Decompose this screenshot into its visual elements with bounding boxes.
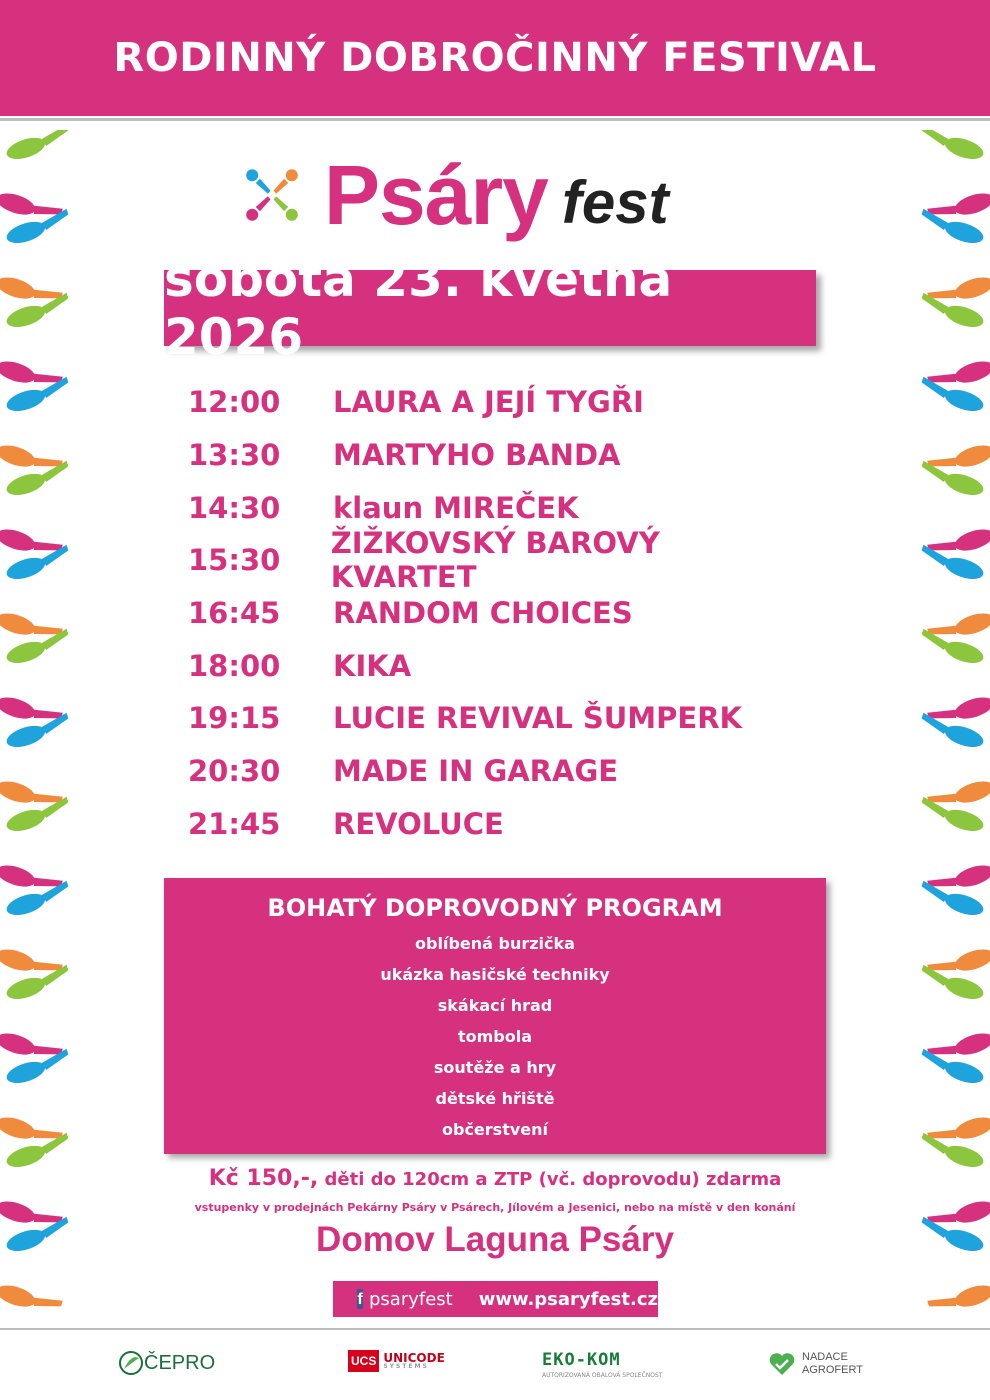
cepro-name: ČEPRO xyxy=(144,1351,216,1374)
price-amount: Kč 150,-, xyxy=(208,1166,319,1191)
border-figure xyxy=(920,377,986,415)
border-figure xyxy=(920,1049,986,1087)
price-note: děti do 120cm a ZTP (vč. doprovodu) zdarma xyxy=(324,1169,782,1190)
bottom-divider xyxy=(0,1328,990,1330)
program-item: občerstvení xyxy=(442,1120,548,1139)
logo-name: Psáry xyxy=(324,148,548,242)
schedule-row xyxy=(188,429,808,482)
schedule-act: klaun MIREČEK xyxy=(333,490,579,525)
program-item: ukázka hasičské techniky xyxy=(380,965,610,984)
schedule-time: 15:30 xyxy=(188,543,281,578)
border-figure xyxy=(920,293,986,331)
event-date-badge xyxy=(164,250,816,366)
top-divider xyxy=(0,118,990,121)
program-item: dětské hřiště xyxy=(435,1089,555,1108)
social-links xyxy=(333,1281,658,1317)
side-program-box xyxy=(164,878,826,1154)
border-figure xyxy=(4,130,70,163)
price-info xyxy=(0,1166,990,1191)
border-figure xyxy=(920,797,986,835)
schedule-row xyxy=(188,526,808,595)
program-title: BOHATÝ DOPROVODNÝ PROGRAM xyxy=(267,894,723,922)
left-decorative-border xyxy=(0,130,70,1320)
border-figure xyxy=(920,130,986,163)
schedule-act: MADE IN GARAGE xyxy=(333,754,619,789)
schedule-row xyxy=(188,745,808,798)
program-item: skákací hrad xyxy=(437,996,553,1015)
program-item: soutěže a hry xyxy=(433,1058,557,1077)
program-list xyxy=(164,928,826,1145)
border-figure xyxy=(920,881,986,919)
border-figure xyxy=(4,797,70,835)
nadace-line2: AGROFERT xyxy=(802,1364,863,1376)
border-figure xyxy=(0,1280,63,1318)
facebook-icon: f xyxy=(357,1291,363,1308)
border-figure xyxy=(4,881,70,919)
psaryfest-logo xyxy=(232,140,669,250)
schedule-act: MARTYHO BANDA xyxy=(333,438,621,473)
sponsor-logos xyxy=(0,1340,990,1390)
schedule-row xyxy=(188,692,808,745)
schedule-time: 14:30 xyxy=(188,490,281,525)
border-figure xyxy=(920,965,986,1003)
schedule-time: 20:30 xyxy=(188,754,281,789)
border-figure xyxy=(4,293,70,331)
ticket-info: vstupenky v prodejnách Pekárny Psáry v Psárech, Jílovém a Jesenici, nebo na místě v den konání xyxy=(194,1201,796,1214)
ekokom-logo xyxy=(542,1350,662,1379)
border-figure xyxy=(4,461,70,499)
border-figure xyxy=(920,629,986,667)
schedule-act: REVOLUCE xyxy=(333,806,504,841)
unicode-systems-logo xyxy=(348,1350,445,1372)
ekokom-name: EKO-KOM xyxy=(542,1350,621,1370)
nadace-agrofert-logo xyxy=(768,1350,863,1378)
schedule-time: 21:45 xyxy=(188,806,281,841)
ucs-sub: SYSTEMS xyxy=(383,1363,429,1370)
schedule-row xyxy=(188,587,808,640)
border-figure xyxy=(920,461,986,499)
cepro-logo xyxy=(118,1350,215,1376)
schedule-row xyxy=(188,639,808,692)
cepro-leaf-icon xyxy=(118,1350,144,1376)
festival-banner xyxy=(0,0,990,116)
border-figure xyxy=(4,209,70,247)
nadace-line1: NADACE xyxy=(802,1351,848,1364)
ucs-badge: UCS xyxy=(348,1350,379,1372)
schedule-row xyxy=(188,798,808,851)
schedule-time: 16:45 xyxy=(188,596,281,631)
ucs-name: UNICODE xyxy=(383,1351,445,1365)
border-figure xyxy=(4,713,70,751)
schedule-time: 19:15 xyxy=(188,701,281,736)
schedule-row xyxy=(188,376,808,429)
schedule-act: LAURA A JEJÍ TYGŘI xyxy=(333,385,644,420)
border-figure xyxy=(920,545,986,583)
border-figure xyxy=(927,1280,990,1318)
schedule-act: KIKA xyxy=(333,648,412,683)
event-date: sobota 23. května 2026 xyxy=(164,250,673,366)
program-item: oblíbená burzička xyxy=(415,934,575,953)
border-figure xyxy=(920,209,986,247)
border-figure xyxy=(4,1049,70,1087)
festival-title: RODINNÝ DOBROČINNÝ FESTIVAL xyxy=(113,35,877,81)
right-decorative-border xyxy=(920,130,990,1320)
heart-icon xyxy=(768,1350,796,1378)
facebook-link[interactable]: psaryfest xyxy=(368,1288,453,1310)
schedule-act: LUCIE REVIVAL ŠUMPERK xyxy=(333,701,743,736)
website-link[interactable]: www.psaryfest.cz xyxy=(478,1288,658,1310)
schedule-time: 12:00 xyxy=(188,385,281,420)
border-figure xyxy=(4,965,70,1003)
logo-suffix: fest xyxy=(561,168,669,236)
program-item: tombola xyxy=(457,1027,533,1046)
dancing-figures-icon xyxy=(232,155,312,235)
performance-schedule xyxy=(188,376,808,850)
border-figure xyxy=(4,377,70,415)
border-figure xyxy=(4,545,70,583)
venue-name: Domov Laguna Psáry xyxy=(316,1220,674,1259)
schedule-time: 13:30 xyxy=(188,438,281,473)
border-figure xyxy=(4,629,70,667)
border-figure xyxy=(920,713,986,751)
schedule-act: ŽIŽKOVSKÝ BAROVÝ KVARTET xyxy=(330,526,660,595)
ekokom-sub: AUTORIZOVANÁ OBALOVÁ SPOLEČNOST xyxy=(542,1372,663,1379)
schedule-time: 18:00 xyxy=(188,648,281,683)
schedule-act: RANDOM CHOICES xyxy=(333,596,633,631)
